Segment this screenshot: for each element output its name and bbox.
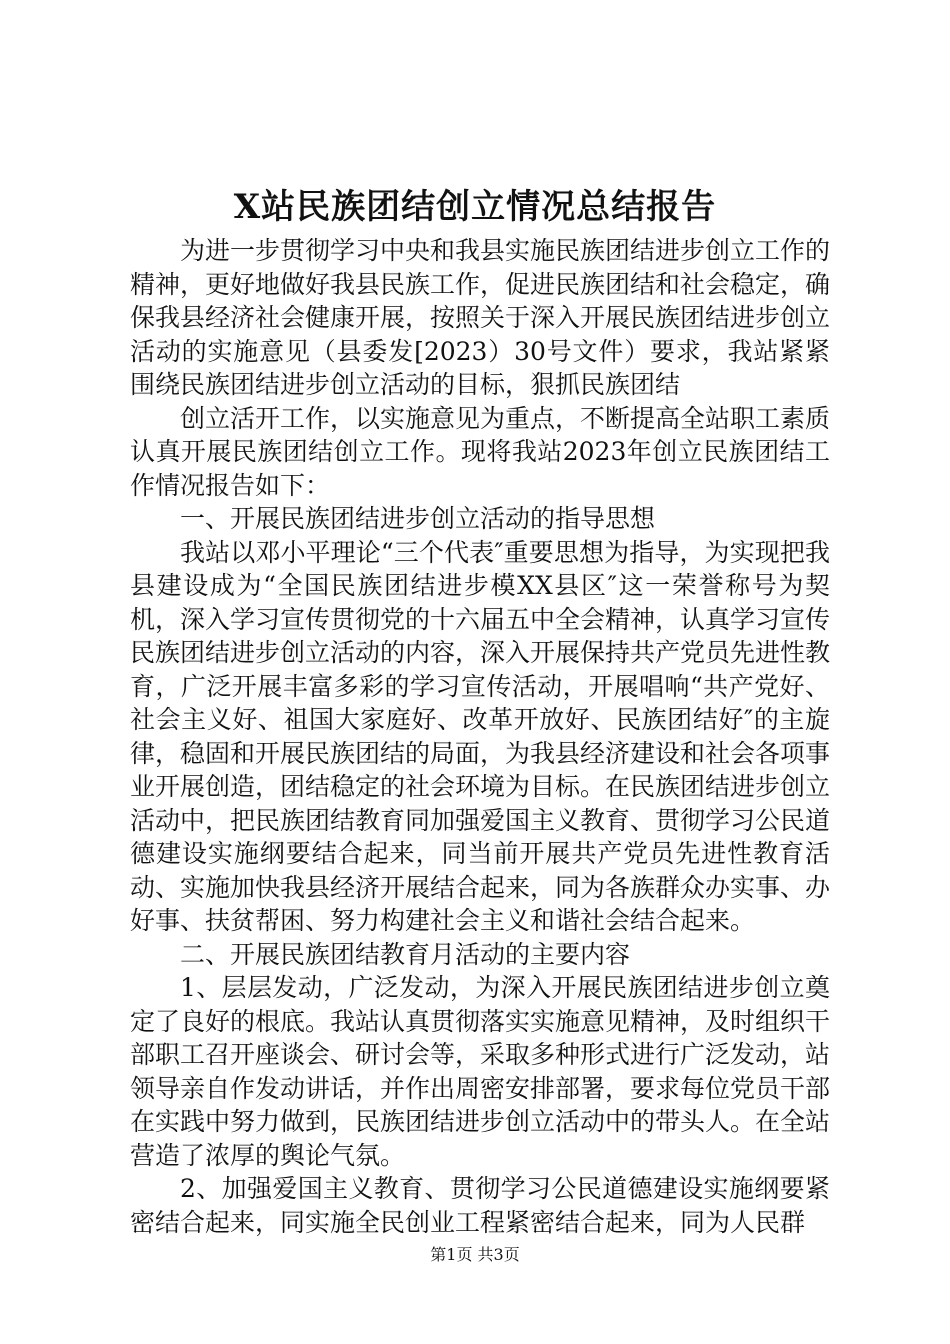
paragraph-intro-continued: 创立活开工作，以实施意见为重点，不断提高全站职工素质认真开展民族团结创立工作。现将我站2023年创立民族团结工作情况报告如下：: [130, 403, 831, 500]
section-heading-main-content: 二、开展民族团结教育月活动的主要内容: [180, 939, 631, 969]
document-body: [130, 234, 830, 1239]
paragraph-item-1: 1、层层发动，广泛发动，为深入开展民族团结进步创立奠定了良好的根底。我站认真贯彻落实实施意见精神，及时组织干部职工召开座谈会、研讨会等，采取多种形式进行广泛发动，站领导亲自作发动讲话，并作出周密安排部署，要求每位党员干部在实践中努力做到，民族团结进步创立活动中的带头人。在全站营造了浓厚的舆论气氛。: [130, 973, 831, 1170]
page-footer: 第1页 共3页: [430, 1245, 520, 1264]
paragraph-intro: 为进一步贯彻学习中央和我县实施民族团结进步创立工作的精神，更好地做好我县民族工作，促进民族团结和社会稳定，确保我县经济社会健康开展，按照关于深入开展民族团结进步创立活动的实施意见（县委发[2023）30号文件）要求，我站紧紧围绕民族团结进步创立活动的目标，狠抓民族团结: [130, 236, 831, 399]
paragraph-guiding-ideology: 我站以邓小平理论“三个代表″重要思想为指导，为实现把我县建设成为“全国民族团结进步模XX县区″这一荣誉称号为契机，深入学习宣传贯彻党的十六届五中全会精神，认真学习宣传民族团结进步创立活动的内容，深入开展保持共产党员先进性教育，广泛开展丰富多彩的学习宣传活动，开展唱响“共产党好、社会主义好、祖国大家庭好、改革开放好、民族团结好″的主旋律，稳固和开展民族团结的局面，为我县经济建设和社会各项事业开展创造，团结稳定的社会环境为目标。在民族团结进步创立活动中，把民族团结教育同加强爱国主义教育、贯彻学习公民道德建设实施纲要结合起来，同当前开展共产党员先进性教育活动、实施加快我县经济开展结合起来，同为各族群众办实事、办好事、扶贫帮困、努力构建社会主义和谐社会结合起来。: [130, 537, 831, 935]
document-title: X站民族团结创立情况总结报告: [233, 187, 717, 227]
paragraph-item-2: 2、加强爱国主义教育、贯彻学习公民道德建设实施纲要紧密结合起来，同实施全民创业工程紧密结合起来，同为人民群: [130, 1174, 830, 1237]
section-heading-guiding-ideology: 一、开展民族团结进步创立活动的指导思想: [180, 504, 656, 533]
